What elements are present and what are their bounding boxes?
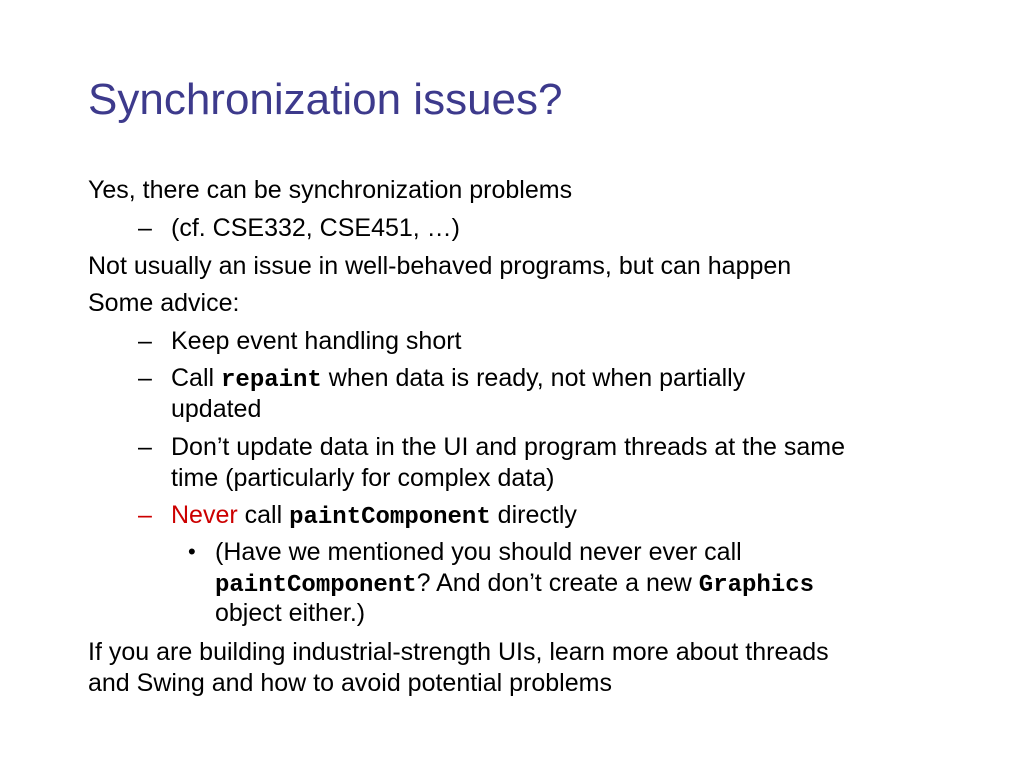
text-fragment: call (237, 501, 290, 529)
text-line-never-call (171, 500, 577, 533)
text-line-paintcomponent (215, 568, 814, 601)
dash-bullet: – (138, 327, 152, 355)
text-line-yes: Yes, there can be synchronization problems (88, 176, 573, 204)
slide-title: Synchronization issues? (88, 75, 563, 124)
text-fragment: when data is ready, not when partially (321, 364, 746, 392)
dash-bullet: – (138, 433, 152, 461)
code-paintcomponent: paintComponent (215, 572, 417, 599)
text-fragment: Call (171, 364, 222, 392)
text-fragment: ? And don’t create a new (416, 569, 699, 597)
text-fragment: directly (490, 501, 577, 529)
text-line-keep-short: Keep event handling short (171, 327, 462, 355)
code-paintcomponent: paintComponent (289, 504, 491, 531)
text-line-if-you-are: If you are building industrial-strength UIs, learn more about threads (88, 638, 829, 666)
text-line-call-repaint (171, 363, 745, 396)
text-line-object-either: object either.) (215, 599, 366, 627)
text-line-not-usually: Not usually an issue in well-behaved programs, but can happen (88, 252, 792, 280)
text-line-and-swing: and Swing and how to avoid potential problems (88, 669, 612, 697)
dash-bullet-red: – (138, 501, 152, 529)
dash-bullet: – (138, 214, 152, 242)
text-line-cf: (cf. CSE332, CSE451, …) (171, 214, 461, 242)
dash-bullet: – (138, 364, 152, 392)
text-line-time: time (particularly for complex data) (171, 464, 555, 492)
round-bullet: • (188, 539, 196, 564)
text-line-updated: updated (171, 395, 262, 423)
never-highlight: Never (171, 501, 238, 529)
text-line-dont-update: Don’t update data in the UI and program threads at the same (171, 433, 846, 461)
code-repaint: repaint (221, 367, 322, 394)
text-line-have-we: (Have we mentioned you should never ever call (215, 538, 742, 566)
text-line-some-advice: Some advice: (88, 289, 240, 317)
code-graphics: Graphics (698, 572, 815, 599)
